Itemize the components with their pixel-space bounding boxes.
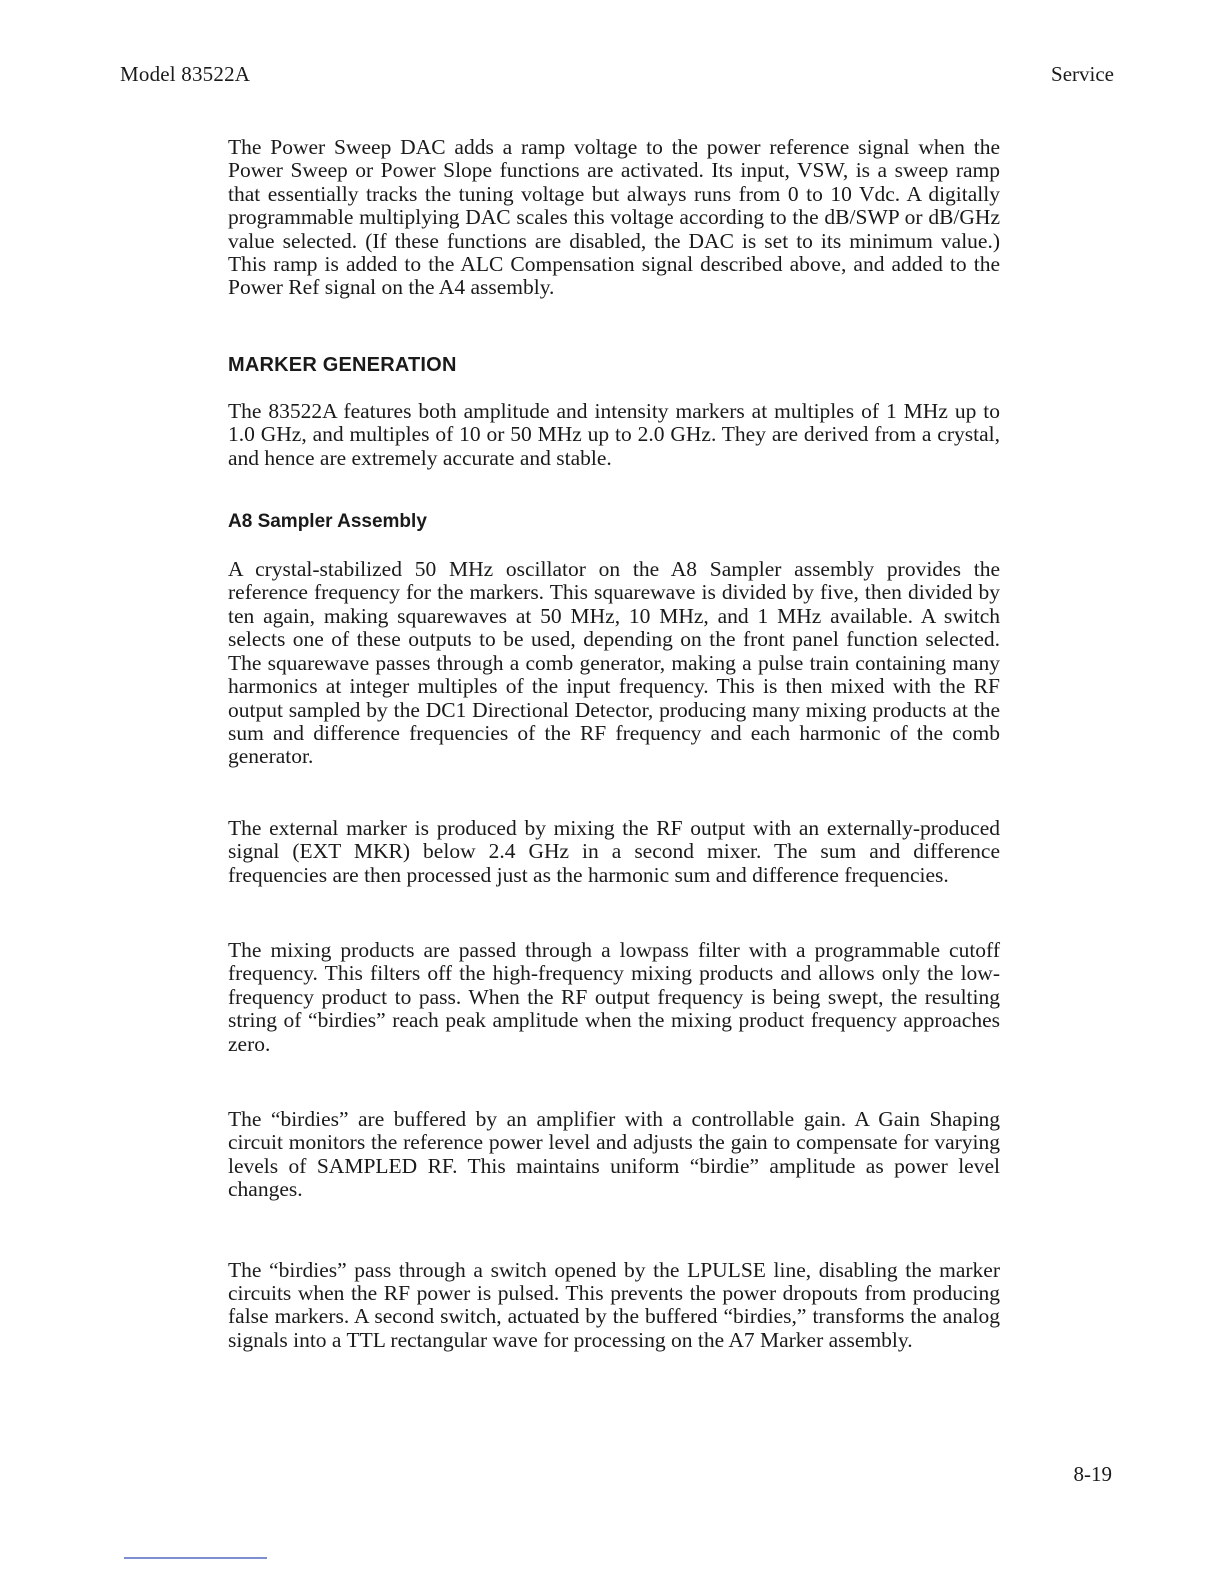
footer-rule xyxy=(124,1557,267,1559)
sampler-paragraph-lowpass-filter: The mixing products are passed through a lowpass filter with a programmable cutoff frequency. This filters off the high-frequency mixing products and allows only the low-frequency product to pass. When the RF output frequency is being swept, the resulting string of “birdies” reach peak amplitude when the mixing product frequency approaches zero. xyxy=(228,937,1000,1056)
marker-generation-heading: MARKER GENERATION xyxy=(228,353,457,376)
sampler-paragraph-external-marker: The external marker is produced by mixing the RF output with an externally-produced signal (EXT MKR) below 2.4 GHz in a second mixer. The sum and difference frequencies are then processed just as the harmonic sum and difference frequencies. xyxy=(228,815,1000,887)
a8-sampler-heading: A8 Sampler Assembly xyxy=(228,511,427,533)
running-header-section: Service xyxy=(1051,62,1114,86)
sampler-paragraph-oscillator: A crystal-stabilized 50 MHz oscillator on the A8 Sampler assembly provides the reference frequency for the markers. This squarewave is divided by five, then divided by ten again, making squarewaves at 50 MHz, 10 MHz, and 1 MHz available. A switch selects one of these outputs to be used, depending on the front panel function selected. The squarewave passes through a comb generator, making a pulse train containing many harmonics at integer multiples of the input frequency. This is then mixed with the RF output sampled by the DC1 Directional Detector, producing many mixing products at the sum and difference frequencies of the RF frequency and each harmonic of the comb generator. xyxy=(228,557,1000,769)
sampler-paragraph-lpulse-switch: The “birdies” pass through a switch opened by the LPULSE line, disabling the marker circuits when the RF power is pulsed. This prevents the power dropouts from producing false markers. A second switch, actuated by the buffered “birdies,” transforms the analog signals into a TTL rectangular wave for processing on the A7 Marker assembly. xyxy=(228,1257,1000,1352)
page-number: 8-19 xyxy=(1073,1462,1112,1486)
page-body xyxy=(228,136,1000,1352)
power-sweep-dac-paragraph: The Power Sweep DAC adds a ramp voltage to the power reference signal when the Power Sweep or Power Slope functions are activated. Its input, VSW, is a sweep ramp that essentially tracks the tuning voltage but always runs from 0 to 10 Vdc. A digitally programmable multiplying DAC scales this voltage according to the dB/SWP or dB/GHz value selected. (If these functions are disabled, the DAC is set to its minimum value.) This ramp is added to the ALC Compensation signal described above, and added to the Power Ref signal on the A4 assembly. xyxy=(228,135,1000,300)
running-header-model: Model 83522A xyxy=(120,62,251,86)
sampler-paragraph-birdies-gain: The “birdies” are buffered by an amplifier with a controllable gain. A Gain Shaping circuit monitors the reference power level and adjusts the gain to compensate for varying levels of SAMPLED RF. This maintains uniform “birdie” amplitude as power level changes. xyxy=(228,1106,1000,1202)
marker-generation-paragraph: The 83522A features both amplitude and intensity markers at multiples of 1 MHz up to 1.0 GHz, and multiples of 10 or 50 MHz up to 2.0 GHz. They are derived from a crystal, and hence are extremely accurate and stable. xyxy=(228,398,1000,470)
